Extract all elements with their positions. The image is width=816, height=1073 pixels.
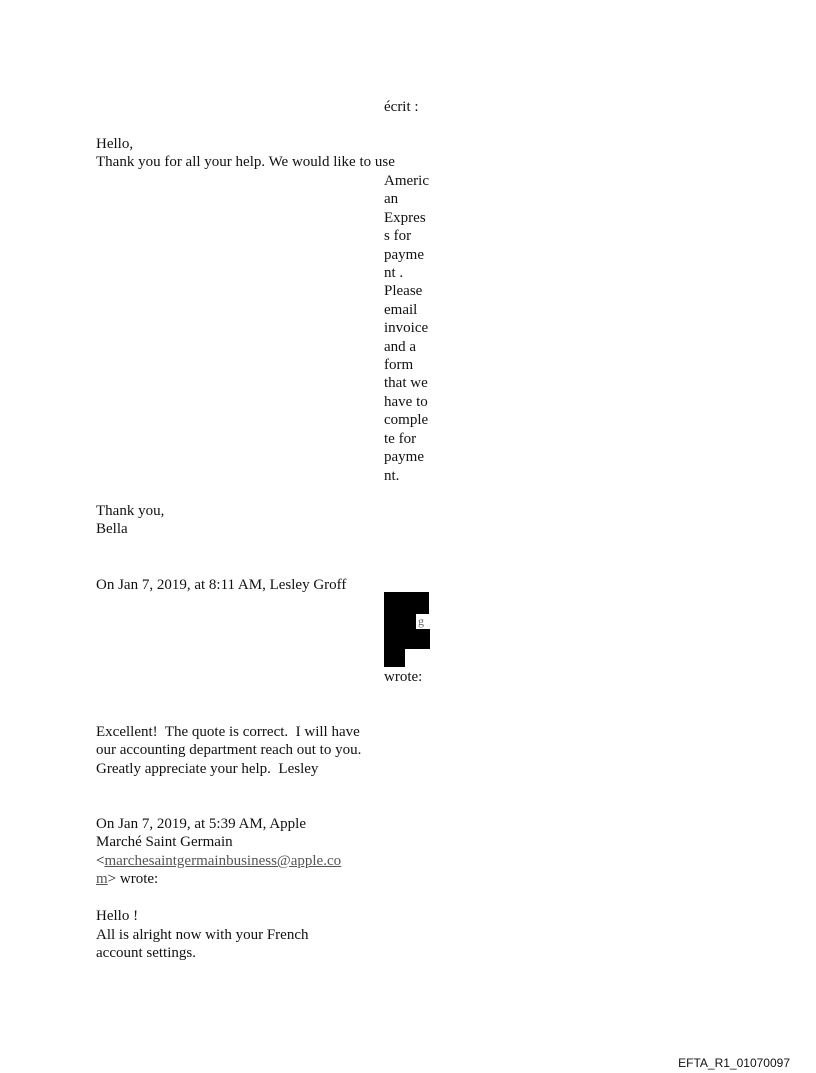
redaction-block (384, 592, 429, 614)
redaction-block (384, 647, 405, 667)
wrapped-line: have to (384, 393, 428, 410)
lesley-wrote: wrote: (384, 669, 423, 685)
partial-email-glyph: g (418, 614, 424, 628)
wrapped-line: comple (384, 412, 429, 429)
wrapped-line: an (384, 191, 399, 208)
wrapped-line: Expres (384, 209, 426, 226)
wrapped-line: form (384, 357, 414, 374)
wrapped-line: Americ (384, 173, 429, 189)
wrapped-line: nt . (384, 265, 404, 282)
wrapped-line: s for (384, 228, 412, 245)
wrapped-line: email (384, 301, 418, 318)
wrapped-line: and a (384, 338, 417, 355)
bella-line-1: Thank you for all your help. We would like to use (96, 154, 395, 170)
lt-symbol: < (96, 853, 105, 869)
lesley-quote-header: On Jan 7, 2019, at 8:11 AM, Lesley Groff (96, 577, 347, 593)
bella-wrapped-column (384, 172, 432, 485)
wrapped-line: Please (384, 283, 423, 300)
lesley-body-line: Greatly appreciate your help. Lesley (96, 761, 319, 777)
redaction-block (384, 629, 430, 649)
apple-quote-header-1: On Jan 7, 2019, at 5:39 AM, Apple (96, 816, 306, 832)
apple-quote-header-2: Marché Saint Germain (96, 834, 233, 850)
apple-email-line-2 (96, 870, 158, 888)
bella-closing: Thank you, (96, 503, 165, 519)
bella-signature: Bella (96, 521, 128, 537)
document-id: EFTA_R1_01070097 (678, 1056, 790, 1070)
bella-greeting: Hello, (96, 136, 134, 152)
apple-email-line (96, 852, 341, 870)
wrapped-line: te for (384, 430, 417, 447)
lesley-body-line: our accounting department reach out to you. (96, 742, 362, 758)
wrapped-line: nt. (384, 467, 400, 484)
apple-body-line: account settings. (96, 945, 196, 961)
wrapped-line: invoice (384, 320, 429, 337)
apple-email-link-continued[interactable]: m (96, 871, 108, 887)
apple-body-line: All is alright now with your French (96, 927, 309, 943)
lesley-body-line: Excellent! The quote is correct. I will have (96, 724, 360, 740)
apple-wrote: > wrote: (107, 871, 159, 887)
wrapped-line: that we (384, 375, 428, 392)
apple-greeting: Hello ! (96, 908, 139, 924)
wrapped-line: payme (384, 246, 424, 263)
wrapped-line: payme (384, 449, 424, 466)
ecrit-text: écrit : (384, 99, 419, 115)
apple-email-link[interactable]: marchesaintgermainbusiness@apple.co (104, 853, 342, 869)
